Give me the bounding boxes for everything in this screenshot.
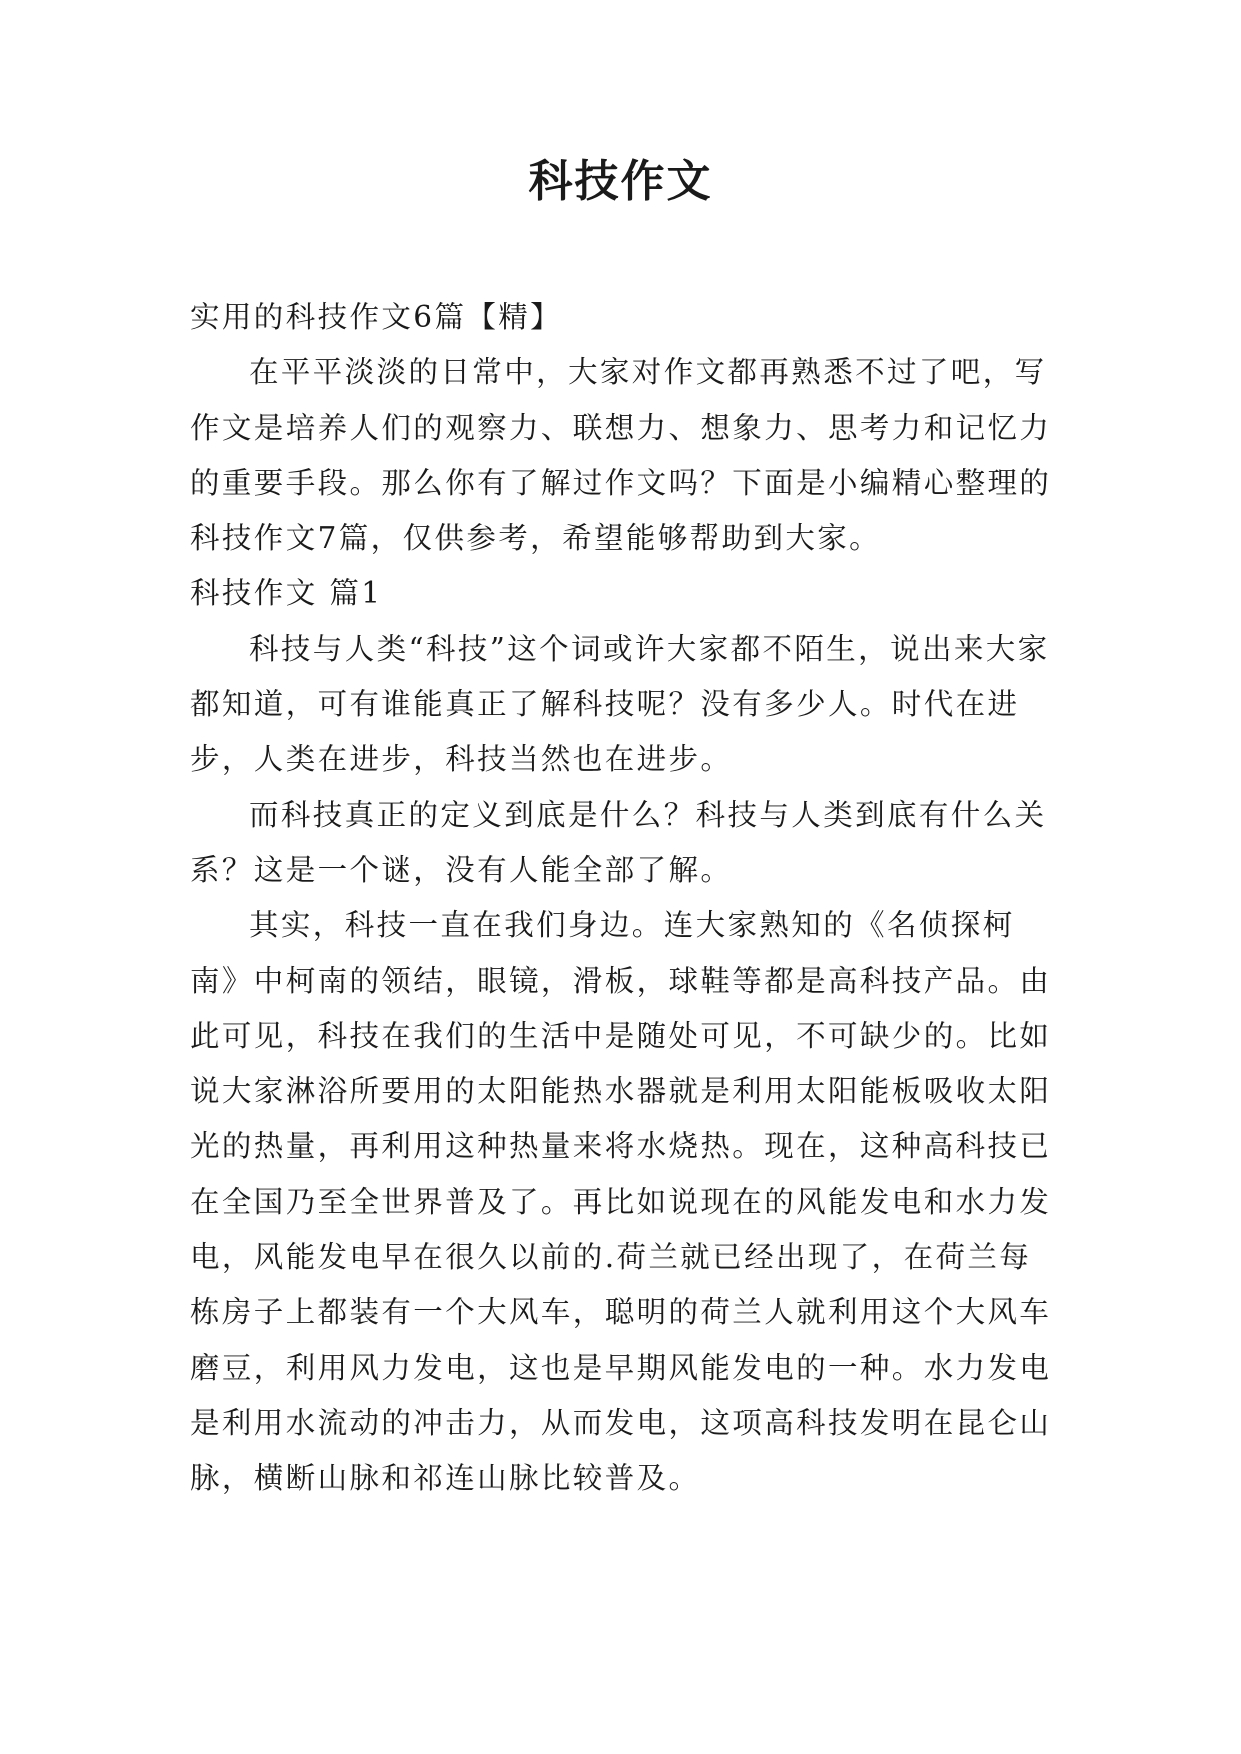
intro-paragraph: 在平平淡淡的日常中，大家对作文都再熟悉不过了吧，写作文是培养人们的观察力、联想力、想象力、思考力和记忆力的重要手段。那么你有了解过作文吗？下面是小编精心整理的科技作文7篇，仅供参考，希望能够帮助到大家。	[190, 355, 1052, 556]
page-title: 科技作文	[528, 156, 713, 207]
document-body	[190, 290, 1060, 1507]
body-paragraph: 而科技真正的定义到底是什么？科技与人类到底有什么关系？这是一个谜，没有人能全部了解。	[190, 797, 1047, 887]
section-heading: 科技作文 篇1	[190, 576, 383, 611]
document-subtitle: 实用的科技作文6篇【精】	[190, 300, 563, 334]
body-paragraph: 科技与人类“科技”这个词或许大家都不陌生，说出来大家都知道，可有谁能真正了解科技呢？没有多少人。时代在进步，人类在进步，科技当然也在进步。	[190, 631, 1050, 777]
body-paragraph: 其实，科技一直在我们身边。连大家熟知的《名侦探柯南》中柯南的领结，眼镜，滑板，球鞋等都是高科技产品。由此可见，科技在我们的生活中是随处可见，不可缺少的。比如说大家淋浴所要用的太阳能热水器就是利用太阳能板吸收太阳光的热量，再利用这种热量来将水烧热。现在，这种高科技已在全国乃至全世界普及了。再比如说现在的风能发电和水力发电，风能发电早在很久以前的.荷兰就已经出现了，在荷兰每栋房子上都装有一个大风车，聪明的荷兰人就利用这个大风车磨豆，利用风力发电，这也是早期风能发电的一种。水力发电是利用水流动的冲击力，从而发电，这项高科技发明在昆仑山脉，横断山脉和祁连山脉比较普及。	[190, 908, 1052, 1496]
